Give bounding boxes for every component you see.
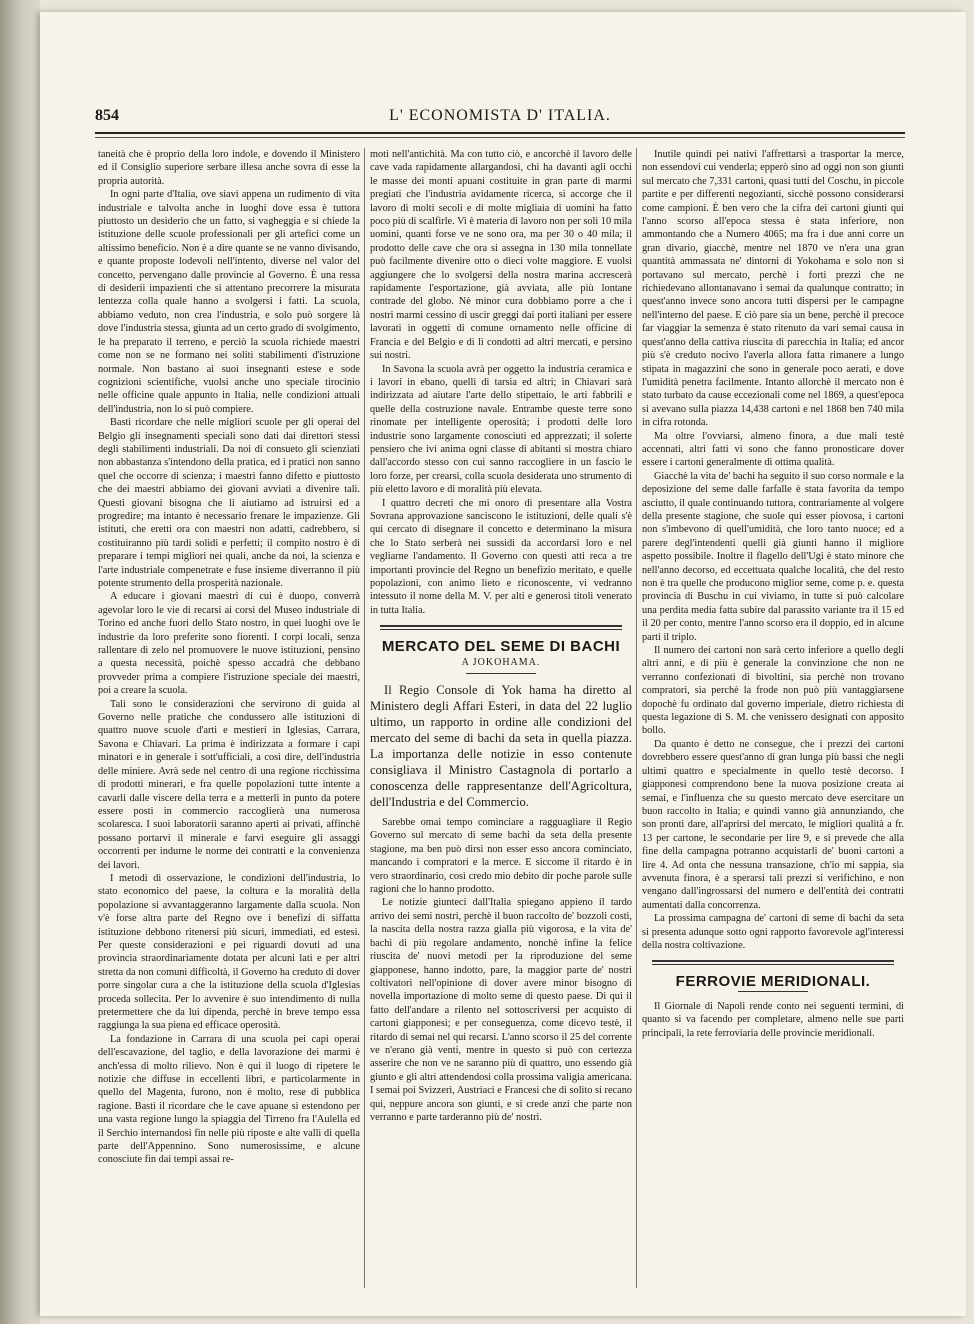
paragraph: Inutile quindi pei nativi l'affrettarsi a trasportar la merce, non essendovi cui venderla; epperò sino ad oggi non son giunti sul mercato che 7,331 cartoni, quasi tutti del Coschu, in piccole partite e per differenti negozianti, sicchè possono considerarsi come campioni. È ben vero che la cifra dei cartoni giunti qui l'anno scorso all'epoca stessa è stata inferiore, non ammontando che a Numero 4065; ma fra i due anni corre un gran divario, giacchè, mentre nel 1870 ve n'era una gran quantità ammassata ne' dintorni di Yokohama e solo non si portavano sul mercato, perchè i forti prezzi che ne richiedevano allontanavano i semai da qualunque contratto; in quest'anno invece sono ancora tutti dispersi per le campagne nell'interno del paese. E ciò pare sia un bene, perchè il precoce far viaggiar la semenza è stato ritenuto da vari semai causa in quest'anno della cattiva riuscita di parecchia in Italia; ed ancor più s'è creduto nocivo l'averla allora fatta rimanere a lungo stipata in magazzini che sono in generale poco aerati, e dove l'umidità penetra facilmente. Intanto allorchè il mercato non è stato turbato da cause eccezionali come nel 1869, a quest'epoca si avevano sulla piazza 14,438 cartoni e nel 1868 ben 740 mila in cifra rotonda. (642, 149, 904, 429)
column-left (98, 148, 360, 1298)
paragraph: Sarebbe omai tempo cominciare a ragguagliare il Regio Governo sul mercato di seme bachi da seta della presente stagione, ma ben può dirsi non esser esso ancora cominciato, mancando i compratori e la merce. E siccome il ritardo è in vero straordinario, così credo mio debito dir poche parole sulle ragioni che lo hanno prodotto. (370, 817, 632, 896)
paragraph: Il Regio Console di Yok hama ha diretto al Ministero degli Affari Esteri, in data del 22 luglio ultimo, un rapporto in ordine alle condizioni del mercato del seme di bachi da seta in quella piazza. La importanza delle notizie in esso contenute consigliava il Ministro Castagnola di portarlo a conoscenza delle rappresentanze dell'Agricoltura, dell'Industria e del Commercio. (370, 683, 632, 810)
column-divider (364, 148, 365, 1288)
paragraph: Ma oltre l'ovviarsi, almeno finora, a due mali testè accennati, altri fatti vi sono che fanno pronosticare dover essere i cartoni generalmente di ottima qualità. (642, 430, 904, 469)
short-rule (738, 991, 808, 992)
paragraph: A educare i giovani maestri di cui è duopo, converrà agevolar loro le vie di recarsi ai corsi del Museo industriale di Torino ed anche fuori dello Stato nostro, in quei luoghi ove le industrie da loro preferite sono fiorenti. I corpi locali, senza rallentare di zelo nel promuovere le nuove istituzioni, pensino a questa necessità, poichè spesso accadrà che debbano provveder prima a compiere l'istruzione speciale dei maestri, poi a creare la scuola. (98, 591, 360, 697)
section-rule (380, 625, 622, 630)
section-rule (652, 960, 894, 965)
paragraph: Il Giornale di Napoli rende conto nei seguenti termini, di quanto si va facendo per completare, almeno nelle sue parti principali, la rete ferroviaria delle provincie meridionali. (642, 1000, 904, 1039)
paragraph: moti nell'antichità. Ma con tutto ciò, e ancorchè il lavoro delle cave vada rapidamente allargandosi, chi ha davanti agli occhi le masse dei monti apuani costituite in gran parte di marmi pregiati che l'industria avidamente ricerca, si accorge che il lavoro di molti secoli e di molte migliaia di uomini ha fatto poco più di scalfirle. Vi è materia di lavoro non per soli 10 mila uomini, quanti forse ve ne sono ora, ma per 30 o 40 mila; il prodotto delle cave che ora si assegna in 130 mila tonnellate può facilmente divenire otto o dieci volte maggiore. E vuolsi aggiungere che lo svolgersi della nostra marina accrescerà rapidamente l'esportazione, già avviata, alle più lontane contrade del globo. Nè minor cura dobbiamo porre a che i nostri marmi cessino di uscir greggi dai porti italiani per essere lavorati in oggetti di comune ornamento nelle officine di Francia e del Belgio e di lì condotti ad altri mercati, e persino sui nostri. (370, 149, 632, 362)
paragraph: Tali sono le considerazioni che servirono di guida al Governo nelle pratiche che condussero alle istituzioni di quattro nuove scuole d'arti e mestieri in Iglesias, Carrara, Savona e Chiavari. La prima è indirizzata a formare i capi minatori e in generale i sott'ufficiali, a così dire, dell'industria delle miniere. Avrà sede nel centro di una regione ricchissima di prodotti minerari, e fra quelle popolazioni tutte intente a cavarli dalle viscere della terra e a metterli in punto da potere essere posti in commercio raccoglierà una numerosa scolaresca. I suoi laboratorii saranno aperti ai privati, affinchè possano portarvi il minerale e farvi eseguire gli assaggi occorrenti per indurne le norme dei contratti e la convenienza dei lavori. (98, 698, 360, 871)
paragraph: In Savona la scuola avrà per oggetto la industria ceramica e i lavori in ebano, quelli di tarsia ed altri; in Chiavari sarà indirizzata ad aiutare l'arte dello stipettaio, le arti fabbrili e quelle della costruzione navale. Entrambe queste terre sono rinomate per intelligente operosità; i prodotti delle loro industrie sono largamente conosciuti ed apprezzati; il solerte pensiero che ivi anima ogni classe di abitanti si mostra chiaro dall'accordo stesso con cui sanno raccogliere in un fascio le loro forze, per crearsi, colla scuola desiderata uno strumento di più eletto lavoro e di moralità più elevata. (370, 363, 632, 496)
column-divider (636, 148, 637, 1288)
paragraph: La fondazione in Carrara di una scuola pei capi operai dell'escavazione, del taglio, e della lavorazione dei marmi è anch'essa di molto rilievo. Non è qui il luogo di ripetere le notizie che diffuse in eccellenti libri, e particolarmente in quello del Magenta, furono, non è molto, rese di pubblica ragione. Basti il ricordare che le cave apuane si estendono per una vasta regione lungo la spiaggia del Tirreno fra l'Aulella ed il Serchio internandosi fin nelle più riposte e alte valli di quella parte dell'Appennino. Sono numerosissime, e alcune conosciute fin dai tempi assai re- (98, 1033, 360, 1166)
paragraph: taneità che è proprio della loro indole, e dovendo il Ministero ed il Consiglio superiore serbare illesa anche sovra di esse la propria autorità. (98, 149, 360, 187)
header-rule (95, 132, 905, 138)
journal-title: L' ECONOMISTA D' ITALIA. (389, 107, 611, 124)
paragraph: Il numero dei cartoni non sarà certo inferiore a quello degli altri anni, e di più è generale la convinzione che non ne verranno confezionati di bivoltini, sia perchè non trovano compratori, sia perchè la frode non può più vantaggiarsene dopochè fu ordinato dal governo imperiale, dietro richiesta di questa legazione di S. M. che venissero designati con apposito bollo. (642, 645, 904, 737)
section-title-mercato: MERCATO DEL SEME DI BACHI (381, 638, 621, 656)
lead-paragraph (370, 682, 632, 810)
binding-spine (0, 0, 40, 1324)
short-rule (466, 673, 536, 674)
paragraph: I metodi di osservazione, le condizioni dell'industria, lo stato economico del paese, la coltura e la moralità della popolazione si avvantaggeranno largamente dalla scuola. Non v'è forse altra parte del Regno ove i benefizi di siffatta istituzione debbono ritenersi più sicuri, immediati, ed estesi. Per queste considerazioni e pei riguardi dovuti ad una provincia straordinariamente dotata per alcuni lati e per altri stretta da non comuni difficoltà, il Governo ha creduto di dover porre singolar cura a che la istituzione della scuola d'Iglesias proceda sollecita. Per lo avvenire è suo intendimento di nulla pretermettere che da lui dipenda, perchè in breve tempo essa raggiunga la sua piena ed efficace operosità. (98, 872, 360, 1032)
paragraph: Giacchè la vita de' bachi ha seguito il suo corso normale e la deposizione del seme dalle farfalle è stata favorita da tempo asciutto, il quale continuando tuttora, contrariamente al volgere della presente stagione, che suole qui esser piovosa, i cartoni non s'imbevono di quell'umidità, che loro tanto nuoce; ed a parere degl'intendenti quelli già giunti hanno il migliore aspetto possibile. Inoltre il flagello dell'Ugi è stato minore che nell'anno decorso, ed eccettuata qualche località, che del resto non è tra quelle che producono miglior seme, come p. e. questa provincia di Buschu in cui viviamo, in tutte si può calcolare una perdita media fatta subire dal parassito variante tra il 15 ed il 20 per conto, mentre l'anno scorso era il doppio, ed in alcune parti il triplo. (642, 470, 904, 643)
paragraph: In ogni parte d'Italia, ove siavi appena un rudimento di vita industriale e talvolta anche in luoghi dove essa è tuttora piuttosto un desiderio che un fatto, si vagheggia e si chiede la istituzione delle scuole professionali per gli artefici come un altissimo beneficio. Non è a dire quante se ne vanno divisando, e quante proposte lodevoli nell'intento, diverse nel valor del concetto, pervengano dalle provincie al Governo. È una ressa di desiderii impazienti che si attentano precorrere la misurata lentezza colla quale hanno a svolgersi i fatti. La scuola, abbiamo veduto, non crea l'industria, e solo può sorgere là dove l'industria stessa, giunta ad un certo grado di svolgimento, le ha preparato il terreno, e perciò la scuola richiede maestri come non se ne formano nei soliti stabilimenti d'istruzione normale. Non bastano ai suoi insegnanti estese e sode cognizioni scientifiche, vuolsi anche uno speciale tirocinio nelle officine quale appunto in Italia, nelle condizioni attuali dell'industria, non lo si può compiere. (98, 189, 360, 415)
page-number: 854 (95, 107, 119, 124)
paragraph: Le notizie giunteci dall'Italia spiegano appieno il tardo arrivo dei semi nostri, perchè il buon raccolto de' bozzoli costì, la nascita della nostra razza gialla più vigorosa, e la vita de' bachi di più regolare andamento, nonchè infine la felice riuscita de' nuovi metodi per la riproduzione del seme giapponese, hanno indotto, pare, la maggior parte de' nostri coltivatori nell'opinione di dover avere minor bisogno di novella importazione di molto seme di questo paese. Di qui il fatto dell'andare a rilento nel sottoscriversi per acquisto di cartoni giapponesi; e per conseguenza, come dicevo testè, il ritardo di semai nel qui recarsi. L'anno scorso il 25 del corrente ve n'erano già venti, mentre in questo si può con certezza asserire che non ve ne saranno più di quattro, uno essendo già giunto e gli altri attendendosi colla prossima valigia americana. I semai poi Svizzeri, Austriaci e Francesi che di solito si recano qui, neppure ancora son giunti, e si crede anzi che parte non verranno e parte tarderanno più de' nostri. (370, 897, 632, 1123)
paragraph: I quattro decreti che mi onoro di presentare alla Vostra Sovrana approvazione sanciscono le istituzioni, delle quali s'è qui cercato di disegnare il concetto e determinano la misura che lo Stato serberà nei sussidi da accordarsi loro e nel vegliarne l'andamento. Il Governo con questi atti reca a tre importanti provincie del Regno un benefizio meritato, e quelle popolazioni, con animo lieto e riconoscente, vi vedranno intessuto il nome della M. V. per alti e generosi titoli venerato in tutta Italia. (370, 497, 632, 616)
column-middle (370, 148, 632, 1298)
page-header (95, 103, 905, 129)
section-subtitle-jokohama: A JOKOHAMA. (461, 656, 541, 668)
column-right (642, 148, 904, 1298)
paragraph: La prossima campagna de' cartoni di seme di bachi da seta si presenta adunque sotto ogni rapporto favorevole agl'interessi della nostra coltivazione. (642, 913, 904, 951)
section-title-ferrovie: FERROVIE MERIDIONALI. (675, 973, 871, 991)
paragraph: Da quanto è detto ne consegue, che i prezzi dei cartoni dovrebbero essere quest'anno di gran lunga più bassi che negli ultimi quattro e specialmente in quello testè decorso. I giapponesi comprendono bene la nuova posizione creata ai semai, e l'influenza che su questo mercato deve esercitare un buon raccolto in Italia; e quindi vanno già annunziando, che son pronti dare, all'aprirsi del mercato, le migliori qualità a fr. 13 per cartone, le secondarie per lire 9, e si prevede che alla fine della campagna potranno acquistarli de' buoni cartoni a lire 4. Ad onta che nessuna transazione, ch'io mi sappia, sia avvenuta finora, è a sperarsi tali prezzi si verifichino, e non vengano dall'ingrossarsi del numero e dell'entità dei contratti aumentati dalla concorrenza. (642, 738, 904, 911)
paragraph: Basti ricordare che nelle migliori scuole per gli operai del Belgio gli insegnamenti speciali sono dati dai direttori stessi degli stabilimenti industriali. Da noi di consueto gli scienziati non abbastanza s'intendono della pratica, ed i pratici non sanno quel che occorre di scienza; i maestri fanno difetto e piuttosto che dei maestri abbiamo dei giovani avviati a divenire tali. Questi giovani bisogna che li aiutiamo ad istruirsi ed a progredire; ma intanto è necessario frenare le impazienze. Gli istituti, che eretti ora con maestri non adatti, cadrebbero, si costituiranno più tardi solidi e perfetti; il compito nostro è di preparare i tempi migliori nei quali, anche da noi, la scienza e l'arte industriale compenetrate e fuse insieme diverranno il più potente strumento della prosperità nazionale. (98, 417, 360, 589)
